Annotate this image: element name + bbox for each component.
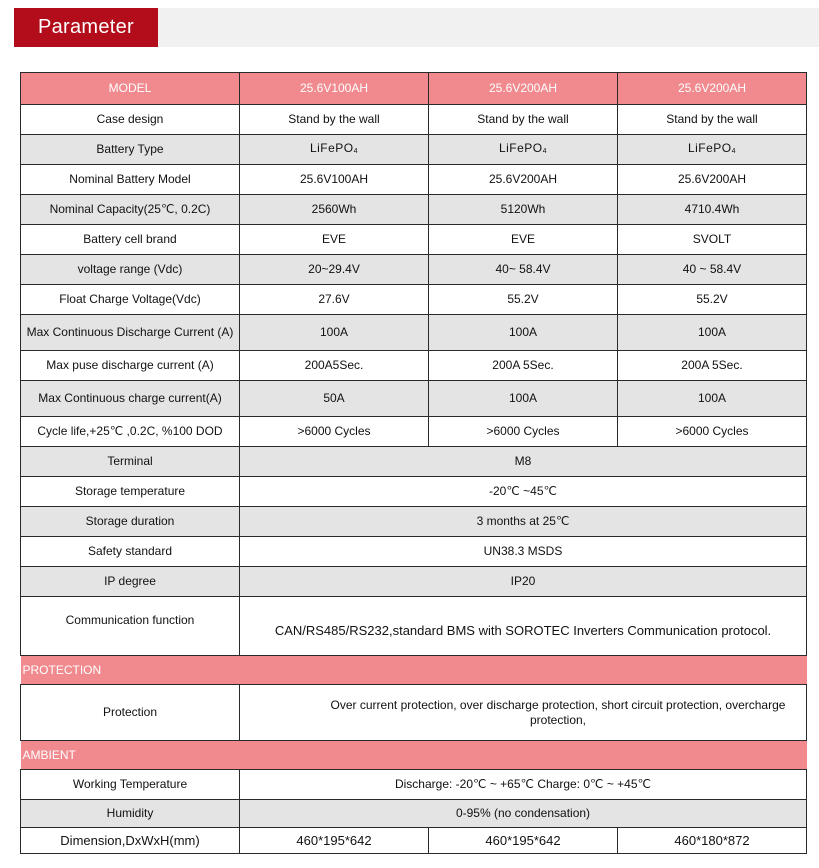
- row-value: 2560Wh: [240, 195, 429, 225]
- row-value: LiFePO$_4$: [429, 135, 618, 165]
- row-label: Max puse discharge current (A): [21, 351, 240, 381]
- row-value: 460*195*642: [429, 828, 618, 854]
- row-value: 200A 5Sec.: [429, 351, 618, 381]
- row-label: Safety standard: [21, 537, 240, 567]
- table-row: [21, 567, 807, 597]
- row-value: 460*195*642: [240, 828, 429, 854]
- section-header-ambient: [21, 741, 807, 770]
- row-value-merged: 0-95% (no condensation): [240, 800, 807, 828]
- table-row: [21, 417, 807, 447]
- table-row: [21, 165, 807, 195]
- row-value: >6000 Cycles: [618, 417, 807, 447]
- row-label: Humidity: [21, 800, 240, 828]
- header-cell-model: MODEL: [21, 73, 240, 105]
- row-label: Storage temperature: [21, 477, 240, 507]
- row-label: Max Continuous Discharge Current (A): [21, 315, 240, 351]
- row-value: 25.6V200AH: [618, 165, 807, 195]
- header-cell-model-3: 25.6V200AH: [618, 73, 807, 105]
- row-label: Case design: [21, 105, 240, 135]
- row-value: Stand by the wall: [240, 105, 429, 135]
- table-row: [21, 381, 807, 417]
- row-value: >6000 Cycles: [429, 417, 618, 447]
- row-value: 40~ 58.4V: [429, 255, 618, 285]
- table-row: [21, 285, 807, 315]
- table-row: [21, 770, 807, 800]
- row-value: 100A: [429, 315, 618, 351]
- row-label: Dimension,DxWxH(mm): [21, 828, 240, 854]
- row-value: 55.2V: [429, 285, 618, 315]
- table-row: [21, 135, 807, 165]
- row-label: Terminal: [21, 447, 240, 477]
- row-label: Battery cell brand: [21, 225, 240, 255]
- row-value-merged: CAN/RS485/RS232,standard BMS with SOROTEC Inverters Communication protocol.: [240, 597, 807, 656]
- row-label: Float Charge Voltage(Vdc): [21, 285, 240, 315]
- row-value: LiFePO$_4$: [240, 135, 429, 165]
- row-value: 200A5Sec.: [240, 351, 429, 381]
- row-label: Protection: [21, 685, 240, 741]
- table-row: [21, 800, 807, 828]
- row-label: Communication function: [21, 597, 240, 656]
- parameter-table: [20, 72, 807, 854]
- row-value: 5120Wh: [429, 195, 618, 225]
- row-value: 4710.4Wh: [618, 195, 807, 225]
- row-label: Battery Type: [21, 135, 240, 165]
- row-value-merged: Discharge: -20℃ ~ +65℃ Charge: 0℃ ~ +45℃: [240, 770, 807, 800]
- table-row: [21, 255, 807, 285]
- row-value-merged: UN38.3 MSDS: [240, 537, 807, 567]
- row-label: Storage duration: [21, 507, 240, 537]
- row-value: SVOLT: [618, 225, 807, 255]
- row-label: voltage range (Vdc): [21, 255, 240, 285]
- row-value: Stand by the wall: [618, 105, 807, 135]
- row-label: Max Continuous charge current(A): [21, 381, 240, 417]
- row-value: >6000 Cycles: [240, 417, 429, 447]
- table-row: [21, 105, 807, 135]
- row-label: IP degree: [21, 567, 240, 597]
- row-value: 100A: [240, 315, 429, 351]
- table-row: [21, 195, 807, 225]
- header-cell-model-2: 25.6V200AH: [429, 73, 618, 105]
- section-label: AMBIENT: [21, 741, 807, 770]
- row-value: 25.6V100AH: [240, 165, 429, 195]
- table-row: [21, 828, 807, 854]
- row-value: 55.2V: [618, 285, 807, 315]
- row-value: 25.6V200AH: [429, 165, 618, 195]
- row-value-merged: -20℃ ~45℃: [240, 477, 807, 507]
- row-value-merged: 3 months at 25℃: [240, 507, 807, 537]
- row-label: Cycle life,+25℃ ,0.2C, %100 DOD: [21, 417, 240, 447]
- row-value: 460*180*872: [618, 828, 807, 854]
- row-value: 50A: [240, 381, 429, 417]
- table-row: [21, 597, 807, 656]
- table-row: [21, 315, 807, 351]
- section-label: PROTECTION: [21, 656, 807, 685]
- table-row: [21, 685, 807, 741]
- page-title: Parameter: [14, 8, 158, 47]
- row-value: Stand by the wall: [429, 105, 618, 135]
- row-value: 100A: [429, 381, 618, 417]
- row-value-merged: Over current protection, over discharge protection, short circuit protection, overcharge protection,: [240, 685, 807, 741]
- table-row: [21, 507, 807, 537]
- row-value: EVE: [240, 225, 429, 255]
- row-value: EVE: [429, 225, 618, 255]
- row-value: 100A: [618, 381, 807, 417]
- header-cell-model-1: 25.6V100AH: [240, 73, 429, 105]
- row-value: 100A: [618, 315, 807, 351]
- row-value-merged: M8: [240, 447, 807, 477]
- table-header-row: [21, 73, 807, 105]
- table-row: [21, 537, 807, 567]
- table-row: [21, 477, 807, 507]
- row-value: 20~29.4V: [240, 255, 429, 285]
- row-value: LiFePO$_4$: [618, 135, 807, 165]
- row-label: Nominal Capacity(25℃, 0.2C): [21, 195, 240, 225]
- row-label: Nominal Battery Model: [21, 165, 240, 195]
- row-label: Working Temperature: [21, 770, 240, 800]
- row-value: 40 ~ 58.4V: [618, 255, 807, 285]
- table-row: [21, 351, 807, 381]
- row-value: 27.6V: [240, 285, 429, 315]
- row-value: 200A 5Sec.: [618, 351, 807, 381]
- table-row: [21, 225, 807, 255]
- table-row: [21, 447, 807, 477]
- section-header-protection: [21, 656, 807, 685]
- row-value-merged: IP20: [240, 567, 807, 597]
